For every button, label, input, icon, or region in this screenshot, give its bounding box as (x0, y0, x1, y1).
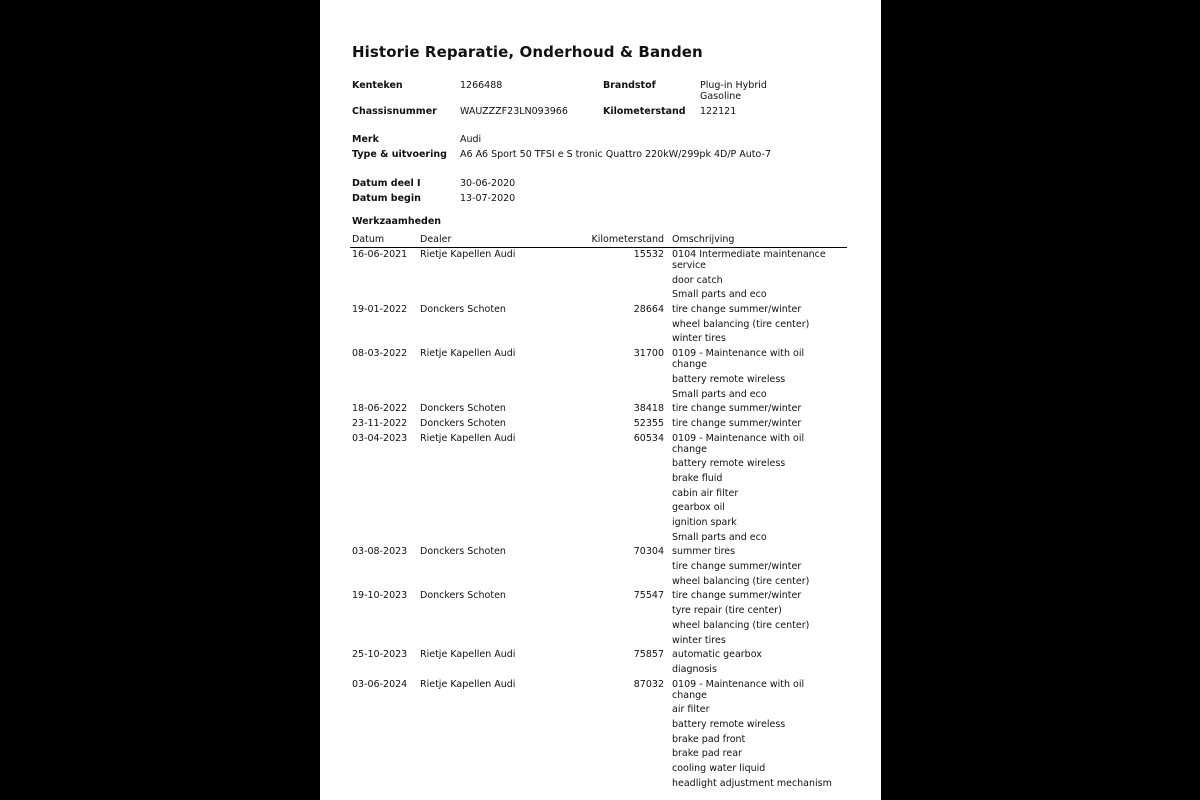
omschrijving-item: battery remote wireless (672, 373, 786, 385)
row-omschrijving (672, 418, 837, 429)
omschrijving-item: Small parts and eco (672, 388, 767, 400)
row-date: 03-04-2023 (352, 432, 408, 444)
omschrijving-item: summer tires (672, 546, 736, 558)
document-page (320, 0, 881, 800)
row-kilometerstand: 31700 (633, 348, 664, 360)
chassis-label: Chassisnummer (352, 106, 437, 117)
row-omschrijving (672, 304, 837, 344)
kenteken-label: Kenteken (352, 80, 403, 91)
omschrijving-item: wheel balancing (tire center) (672, 619, 810, 631)
row-date: 19-01-2022 (352, 304, 408, 316)
row-omschrijving (672, 590, 837, 645)
page-title: Historie Reparatie, Onderhoud & Banden (352, 43, 703, 61)
omschrijving-item: automatic gearbox (672, 649, 762, 661)
row-dealer: Donckers Schoten (420, 590, 506, 602)
row-omschrijving (672, 403, 837, 414)
table-row (320, 649, 881, 675)
table-row (320, 403, 881, 414)
datum-begin-label: Datum begin (352, 193, 421, 204)
datum-deel-label: Datum deel I (352, 178, 421, 189)
row-kilometerstand: 60534 (633, 432, 664, 444)
omschrijving-item: brake fluid (672, 472, 723, 484)
table-row (320, 433, 881, 543)
datum-begin-value: 13-07-2020 (460, 193, 516, 204)
row-date: 18-06-2022 (352, 403, 408, 415)
table-row (320, 679, 881, 789)
row-kilometerstand: 15532 (633, 249, 664, 260)
omschrijving-item: tire change summer/winter (672, 403, 802, 415)
omschrijving-item: air filter (672, 704, 710, 716)
type-label: Type & uitvoering (352, 149, 447, 160)
row-omschrijving (672, 679, 837, 789)
omschrijving-item: headlight adjustment mechanism (672, 777, 832, 789)
row-date: 08-03-2022 (352, 348, 408, 360)
brandstof-value-line1: Plug-in Hybrid (700, 80, 767, 91)
row-dealer: Rietje Kapellen Audi (420, 348, 516, 360)
brandstof-value-line2: Gasoline (700, 91, 742, 102)
werkzaamheden-heading: Werkzaamheden (352, 216, 442, 227)
column-header-dealer: Dealer (420, 234, 452, 245)
row-dealer: Rietje Kapellen Audi (420, 649, 516, 661)
row-kilometerstand: 70304 (633, 546, 664, 558)
row-kilometerstand: 75857 (633, 649, 664, 661)
omschrijving-item: brake pad front (672, 733, 746, 745)
row-date: 16-06-2021 (352, 249, 408, 260)
row-date: 25-10-2023 (352, 649, 408, 661)
table-row (320, 304, 881, 344)
row-dealer: Rietje Kapellen Audi (420, 432, 516, 444)
omschrijving-item: tire change summer/winter (672, 304, 802, 316)
omschrijving-item: brake pad rear (672, 748, 742, 760)
kilometerstand-label: Kilometerstand (603, 106, 686, 117)
omschrijving-item: tire change summer/winter (672, 590, 802, 602)
row-kilometerstand: 38418 (633, 403, 664, 415)
omschrijving-item: ignition spark (672, 517, 737, 528)
omschrijving-item: diagnosis (672, 663, 717, 675)
column-header-omschrijving: Omschrijving (672, 234, 735, 245)
chassis-value: WAUZZZF23LN093966 (460, 106, 568, 117)
omschrijving-item: wheel balancing (tire center) (672, 575, 810, 587)
row-omschrijving (672, 433, 837, 543)
row-dealer: Donckers Schoten (420, 417, 506, 429)
table-row (320, 418, 881, 429)
omschrijving-item: winter tires (672, 333, 726, 345)
table-row (320, 590, 881, 645)
column-header-kilometerstand: Kilometerstand (591, 234, 664, 245)
omschrijving-item: 0109 - Maintenance with oil change (672, 348, 805, 371)
row-kilometerstand: 75547 (633, 590, 664, 602)
omschrijving-item: tire change summer/winter (672, 561, 802, 573)
row-dealer: Donckers Schoten (420, 304, 506, 316)
row-dealer: Rietje Kapellen Audi (420, 678, 516, 690)
column-header-datum: Datum (352, 234, 385, 245)
datum-deel-value: 30-06-2020 (460, 178, 516, 189)
row-omschrijving (672, 546, 837, 586)
omschrijving-item: battery remote wireless (672, 718, 786, 730)
merk-label: Merk (352, 134, 379, 145)
row-date: 19-10-2023 (352, 590, 408, 602)
table-row (320, 348, 881, 399)
omschrijving-item: 0104 Intermediate maintenance service (672, 249, 826, 271)
omschrijving-item: Small parts and eco (672, 531, 767, 543)
kilometerstand-value: 122121 (700, 106, 737, 117)
type-value: A6 A6 Sport 50 TFSI e S tronic Quattro 220kW/299pk 4D/P Auto-7 (460, 149, 771, 160)
row-date: 03-08-2023 (352, 546, 408, 558)
table-row (320, 249, 881, 300)
omschrijving-item: battery remote wireless (672, 458, 786, 470)
row-omschrijving (672, 649, 837, 675)
werkzaamheden-table (320, 249, 881, 792)
table-row (320, 546, 881, 586)
row-omschrijving (672, 249, 837, 300)
omschrijving-item: 0109 - Maintenance with oil change (672, 432, 805, 455)
row-dealer: Donckers Schoten (420, 546, 506, 558)
omschrijving-item: wheel balancing (tire center) (672, 318, 810, 330)
row-dealer: Rietje Kapellen Audi (420, 249, 516, 260)
omschrijving-item: tire change summer/winter (672, 417, 802, 429)
row-kilometerstand: 52355 (633, 417, 664, 429)
row-kilometerstand: 28664 (633, 304, 664, 316)
omschrijving-item: tyre repair (tire center) (672, 605, 782, 617)
omschrijving-item: winter tires (672, 634, 726, 646)
brandstof-label: Brandstof (603, 80, 656, 91)
kenteken-value: 1266488 (460, 80, 503, 91)
row-date: 23-11-2022 (352, 417, 408, 429)
merk-value: Audi (460, 134, 482, 145)
header-rule (350, 247, 847, 248)
omschrijving-item: Small parts and eco (672, 289, 767, 301)
row-date: 03-06-2024 (352, 678, 408, 690)
omschrijving-item: door catch (672, 274, 723, 286)
omschrijving-item: gearbox oil (672, 502, 725, 514)
row-omschrijving (672, 348, 837, 399)
omschrijving-item: cabin air filter (672, 487, 739, 499)
omschrijving-item: 0109 - Maintenance with oil change (672, 678, 805, 701)
omschrijving-item: cooling water liquid (672, 763, 766, 774)
row-dealer: Donckers Schoten (420, 403, 506, 415)
row-kilometerstand: 87032 (633, 678, 664, 690)
